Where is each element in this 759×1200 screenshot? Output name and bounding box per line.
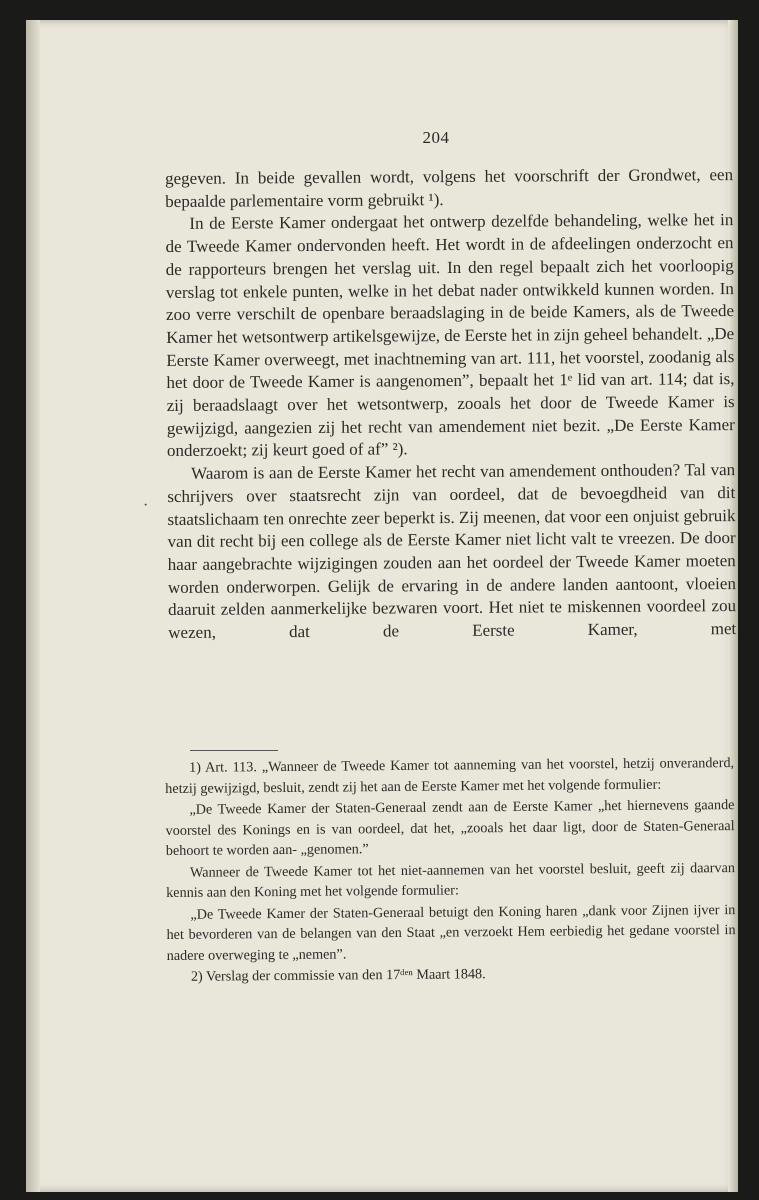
footnote-divider <box>190 750 278 751</box>
paragraph-1: gegeven. In beide gevallen wordt, volgens het voorschrift der Grondwet, een bepaalde parlementaire vorm gebruikt ¹). <box>165 165 734 211</box>
margin-mark: · <box>143 497 149 514</box>
book-page <box>26 20 738 1192</box>
page-spine-shadow <box>26 20 40 1192</box>
body-text <box>165 164 736 645</box>
paragraph-3: Waarom is aan de Eerste Kamer het recht van amendement onthouden? Tal van schrijvers over staatsrecht zijn van oordeel, dat de bevoegdheid van dit staatslichaam ten onrechte zeer beperkt is. Zij meenen, dat voor een onjuist gebruik van dit recht bij een college als de Eerste Kamer niet licht valt te vreezen. De door haar aangebrachte wijzigingen zouden aan het oordeel der Tweede Kamer moeten worden onderworpen. Gelijk de ervaring in de andere landen aantoont, vloeien daaruit zelden aanmerkelijke bezwaren voort. Het niet te miskennen voordeel zou wezen, dat de Eerste Kamer, met <box>167 460 737 643</box>
footnote-1-quote-2: „De Tweede Kamer der Staten-Generaal betuigt den Koning haren „dank voor Zijnen ijver in het bevorderen van de belangen van den Staat „en verzoekt Hem eerbiedig het gedane voorstel in nadere overweging te „nemen”. <box>166 901 736 964</box>
paragraph-2: In de Eerste Kamer ondergaat het ontwerp dezelfde behandeling, welke het in de Tweede Kamer ondervonden heeft. Het wordt in de afdeelingen onderzocht en de rapporteurs brengen het verslag uit. In den regel bepaalt zich het voorloopig verslag tot enkele punten, welke in het debat nader ontwikkeld kunnen worden. In zoo verre verschilt de openbare beraadslaging in de beide Kamers, als de Tweede Kamer het wetsontwerp artikelsgewijze, de Eerste het in zijn geheel behandelt. „De Eerste Kamer overweegt, met inachtneming van art. 111, het voorstel, zoodanig als het door de Tweede Kamer is aangenomen”, bepaalt het 1ᵉ lid van art. 114; dat is, zij beraadslaagt over het wetsontwerp, zooals het door de Tweede Kamer is gewijzigd, aangezien zij het recht van amendement niet bezit. „De Eerste Kamer onderzoekt; zij keurt goed of af” ²). <box>165 210 735 461</box>
footnote-1: 1) Art. 113. „Wanneer de Tweede Kamer tot aanneming van het voorstel, hetzij onveranderd, hetzij gewijzigd, besluit, zendt zij het aan de Eerste Kamer met het volgende formulier: <box>165 755 735 797</box>
page-number: 204 <box>422 128 450 147</box>
footnote-1-quote-1: „De Tweede Kamer der Staten-Generaal zendt aan de Eerste Kamer „het hiernevens gaande voorstel des Konings en is van oordeel, dat het, „zooals het daar ligt, door de Staten-Generaal behoort te worden aan- „genomen.” <box>165 797 735 859</box>
footnotes <box>165 753 736 988</box>
footnote-1-continued: Wanneer de Tweede Kamer tot het niet-aannemen van het voorstel besluit, geeft zij daarvan kennis aan den Koning met het volgende formulier: <box>166 859 736 901</box>
footnote-2: 2) Verslag der commissie van den 17ᵈᵉⁿ Maart 1848. <box>190 966 486 985</box>
